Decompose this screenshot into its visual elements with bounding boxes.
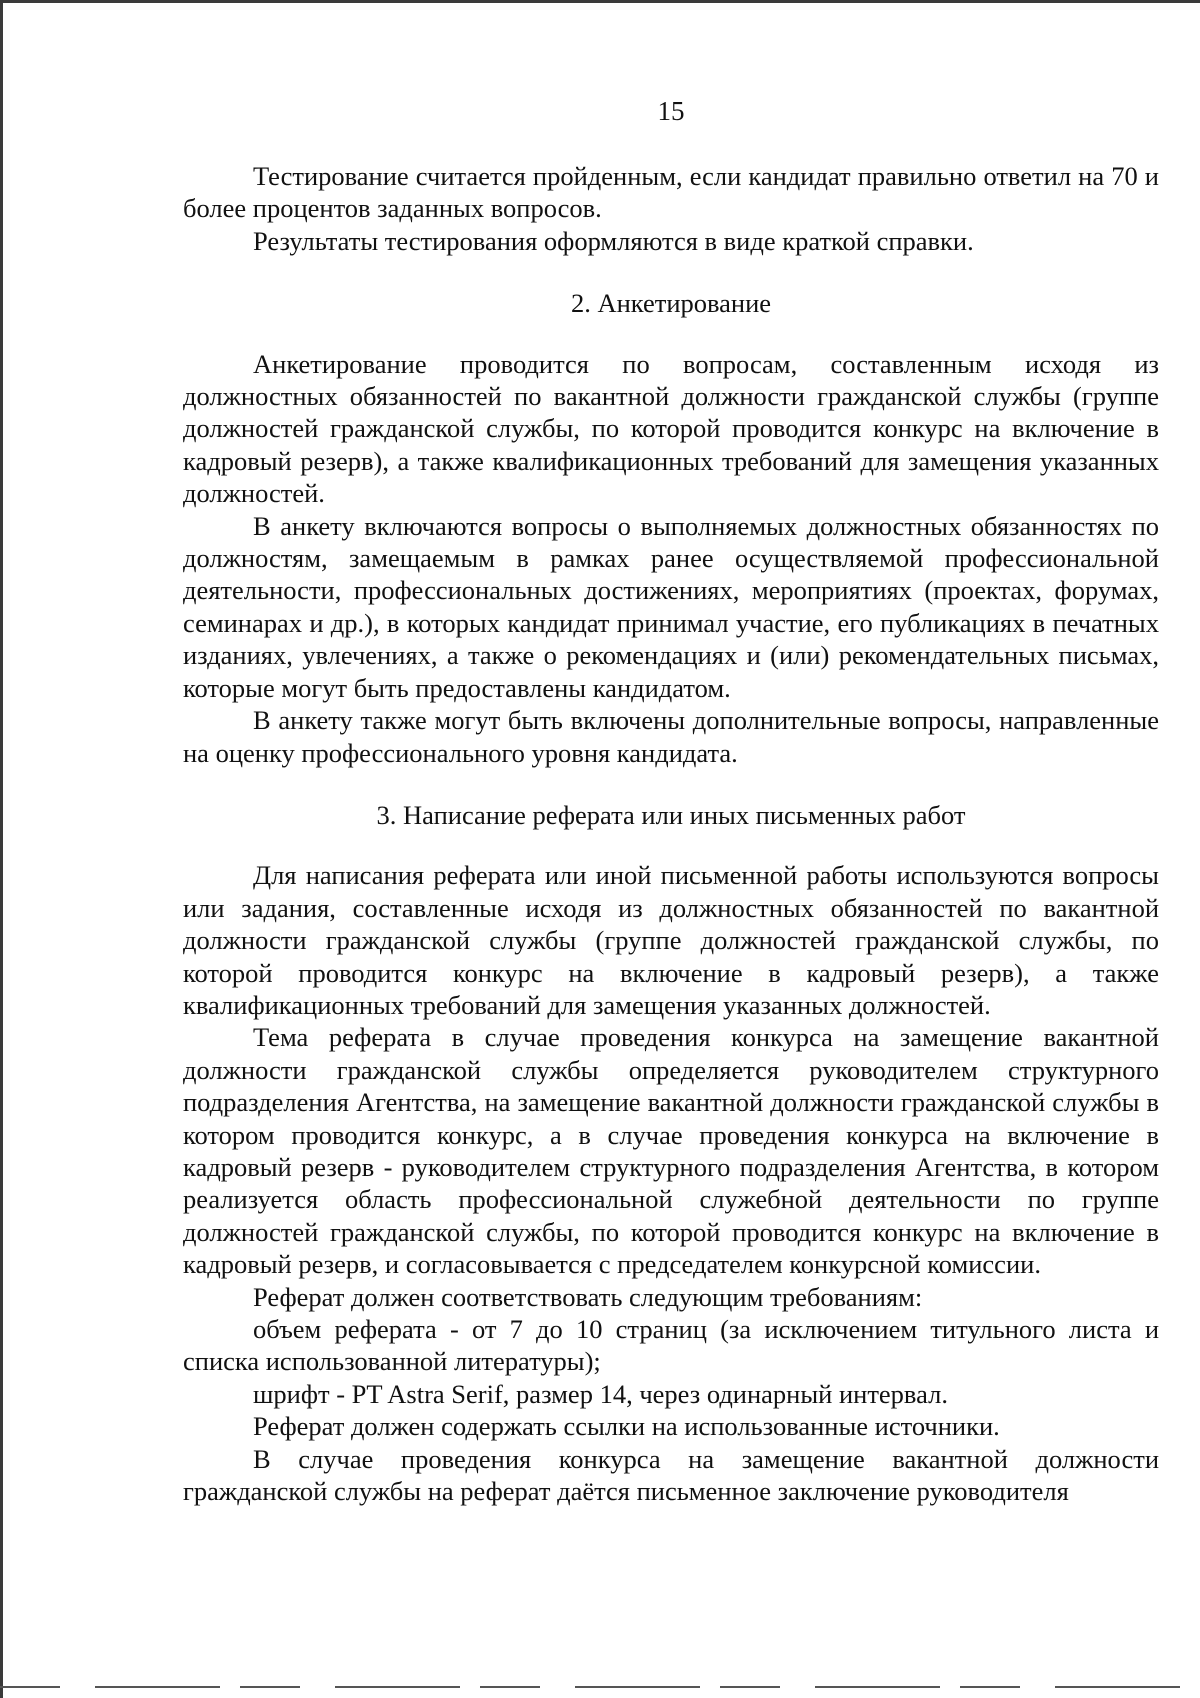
paragraph: Анкетирование проводится по вопросам, составленным исходя из должностных обязанностей по вакантной должности гражданской службы (группе должностей гражданской службы, по которой проводится конкурс на включение в кадровый резерв), а также квалификационных требований для замещения указанных должностей. — [183, 348, 1159, 509]
paragraph: Тема реферата в случае проведения конкурса на замещение вакантной должности гражданской службы определяется руководителем структурного подразделения Агентства, на замещение вакантной должности гражданской службы в котором проводится конкурс, а в случае проведения конкурса на включение в кадровый резерв - руководителем структурного подразделения Агентства, в котором реализуется область профессиональной служебной деятельности по группе должностей гражданской службы, по которой проводится конкурс на включение в кадровый резерв, и согласовывается с председателем конкурсной комиссии. — [183, 1022, 1159, 1280]
scan-edge-left — [0, 0, 3, 1698]
paragraph: объем реферата - от 7 до 10 страниц (за исключением титульного листа и списка использованной литературы); — [183, 1314, 1159, 1377]
paragraph: Тестирование считается пройденным, если кандидат правильно ответил на 70 и более процентов заданных вопросов. — [183, 161, 1159, 224]
scan-edge-bottom — [0, 1686, 1200, 1688]
section-heading-questionnaire: 2. Анкетирование — [570, 288, 772, 319]
scan-edge-top — [0, 0, 1200, 3]
paragraph: Результаты тестирования оформляются в виде краткой справки. — [253, 225, 974, 256]
section-heading-essay: 3. Написание реферата или иных письменных работ — [376, 799, 966, 830]
paragraph: Реферат должен содержать ссылки на использованные источники. — [253, 1411, 1000, 1442]
paragraph: В анкету включаются вопросы о выполняемых должностных обязанностях по должностям, замещаемым в рамках ранее осуществляемой профессиональной деятельности, профессиональных достижениях, мероприятиях (проектах, форумах, семинарах и др.), в которых кандидат принимал участие, его публикациях в печатных изданиях, увлечениях, а также о рекомендациях и (или) рекомендательных письмах, которые могут быть предоставлены кандидатом. — [183, 510, 1159, 703]
paragraph: шрифт - PT Astra Serif, размер 14, через одинарный интервал. — [253, 1378, 948, 1409]
paragraph: Реферат должен соответствовать следующим требованиям: — [253, 1281, 923, 1312]
paragraph: В случае проведения конкурса на замещение вакантной должности гражданской службы на реферат даётся письменное заключение руководителя — [183, 1443, 1159, 1507]
page-number: 15 — [657, 96, 685, 126]
paragraph: Для написания реферата или иной письменной работы используются вопросы или задания, составленные исходя из должностных обязанностей по вакантной должности гражданской службы (группе должностей гражданской службы, по которой проводится конкурс на включение в кадровый резерв), а также квалификационных требований для замещения указанных должностей. — [183, 860, 1159, 1020]
document-body — [183, 160, 1159, 1507]
paragraph: В анкету также могут быть включены дополнительные вопросы, направленные на оценку профессионального уровня кандидата. — [183, 705, 1159, 768]
